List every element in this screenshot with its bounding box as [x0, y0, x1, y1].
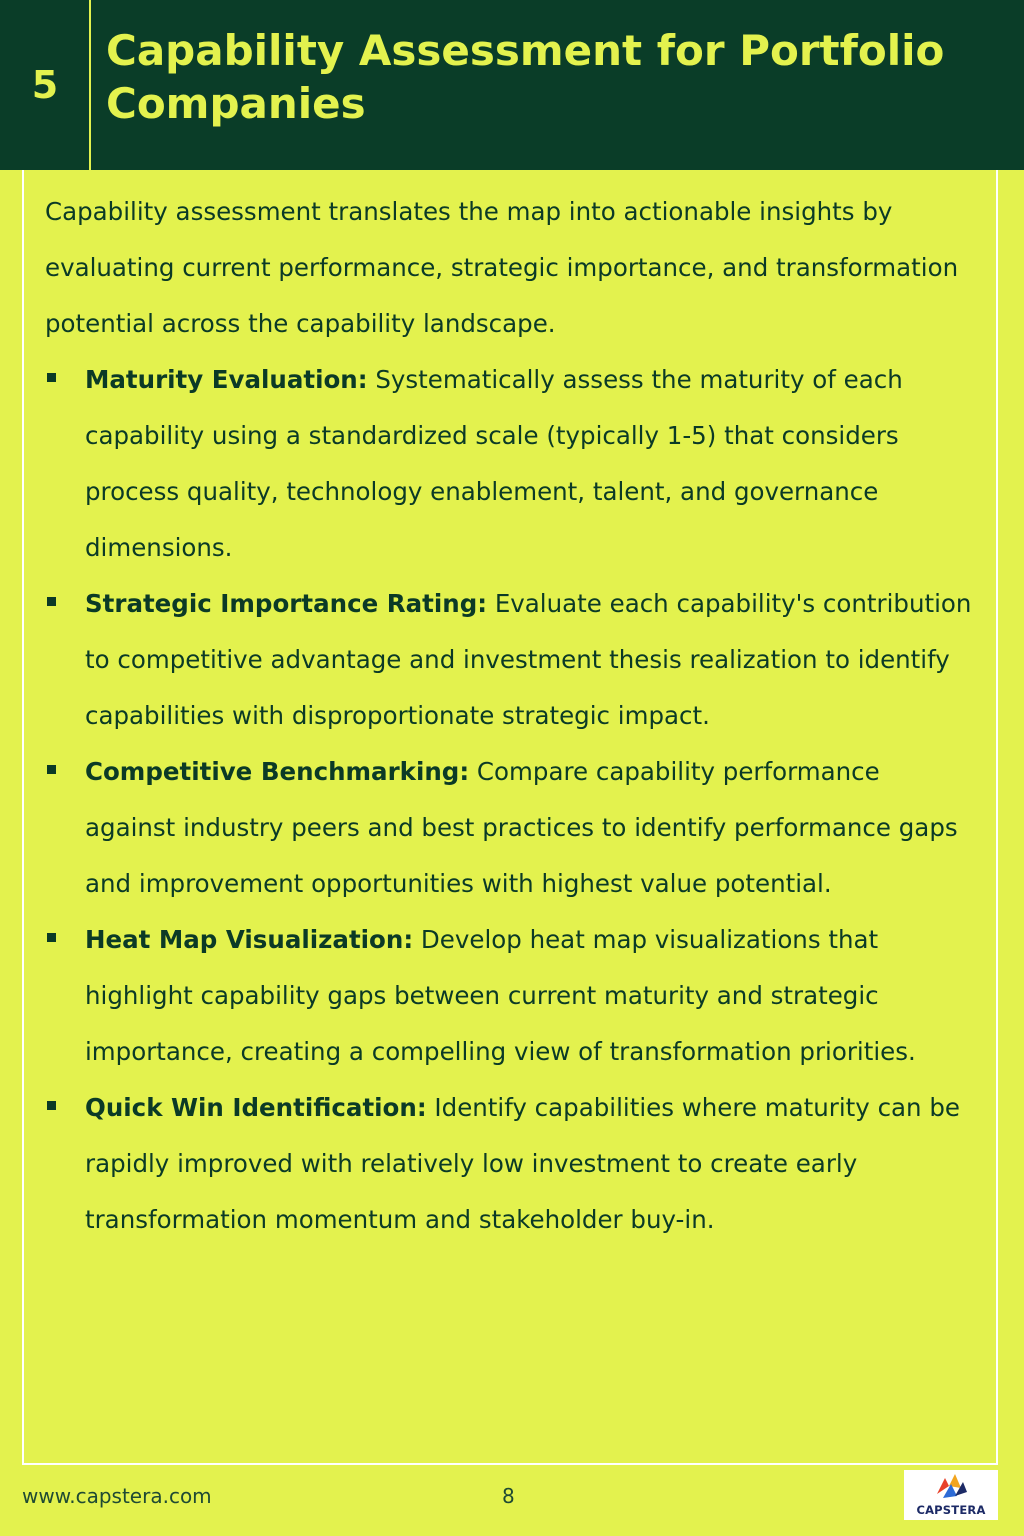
footer-website-link[interactable]: www.capstera.com [22, 1484, 212, 1508]
bullet-term: Strategic Importance Rating: [85, 589, 488, 618]
bullet-term: Maturity Evaluation: [85, 365, 368, 394]
list-item [45, 1080, 975, 1248]
bullet-list [45, 352, 975, 1248]
bullet-text: Develop heat map visualizations that highlight capability gaps between current maturity and strategic importance, creating a compelling view of transformation priorities. [85, 925, 916, 1066]
bullet-term: Heat Map Visualization: [85, 925, 414, 954]
capstera-logo-icon [933, 1472, 969, 1502]
page-header [0, 0, 1024, 170]
main-content [45, 184, 975, 1248]
capstera-logo [904, 1470, 998, 1520]
bullet-text: Evaluate each capability's contribution to competitive advantage and investment thesis realization to identify capabilities with disproportionate strategic impact. [85, 589, 972, 730]
square-bullet-icon [47, 373, 56, 382]
list-item [45, 576, 975, 744]
square-bullet-icon [47, 933, 56, 942]
bullet-text: Compare capability performance against industry peers and best practices to identify performance gaps and improvement opportunities with highest value potential. [85, 757, 958, 898]
bullet-text: Identify capabilities where maturity can be rapidly improved with relatively low investment to create early transformation momentum and stakeholder buy-in. [85, 1093, 960, 1234]
header-divider [89, 0, 91, 170]
page-title: Capability Assessment for Portfolio Companies [106, 26, 945, 128]
intro-paragraph: Capability assessment translates the map into actionable insights by evaluating current performance, strategic importance, and transformation potential across the capability landscape. [45, 197, 959, 338]
logo-wordmark: CAPSTERA [916, 1503, 986, 1517]
bullet-text: Systematically assess the maturity of each capability using a standardized scale (typically 1-5) that considers process quality, technology enablement, talent, and governance dimensions. [85, 365, 903, 562]
square-bullet-icon [47, 1101, 56, 1110]
square-bullet-icon [47, 597, 56, 606]
list-item [45, 352, 975, 576]
page-number: 8 [502, 1484, 515, 1508]
bullet-term: Competitive Benchmarking: [85, 757, 470, 786]
bullet-term: Quick Win Identification: [85, 1093, 427, 1122]
section-number: 5 [31, 63, 59, 107]
square-bullet-icon [47, 765, 56, 774]
list-item [45, 744, 975, 912]
list-item [45, 912, 975, 1080]
